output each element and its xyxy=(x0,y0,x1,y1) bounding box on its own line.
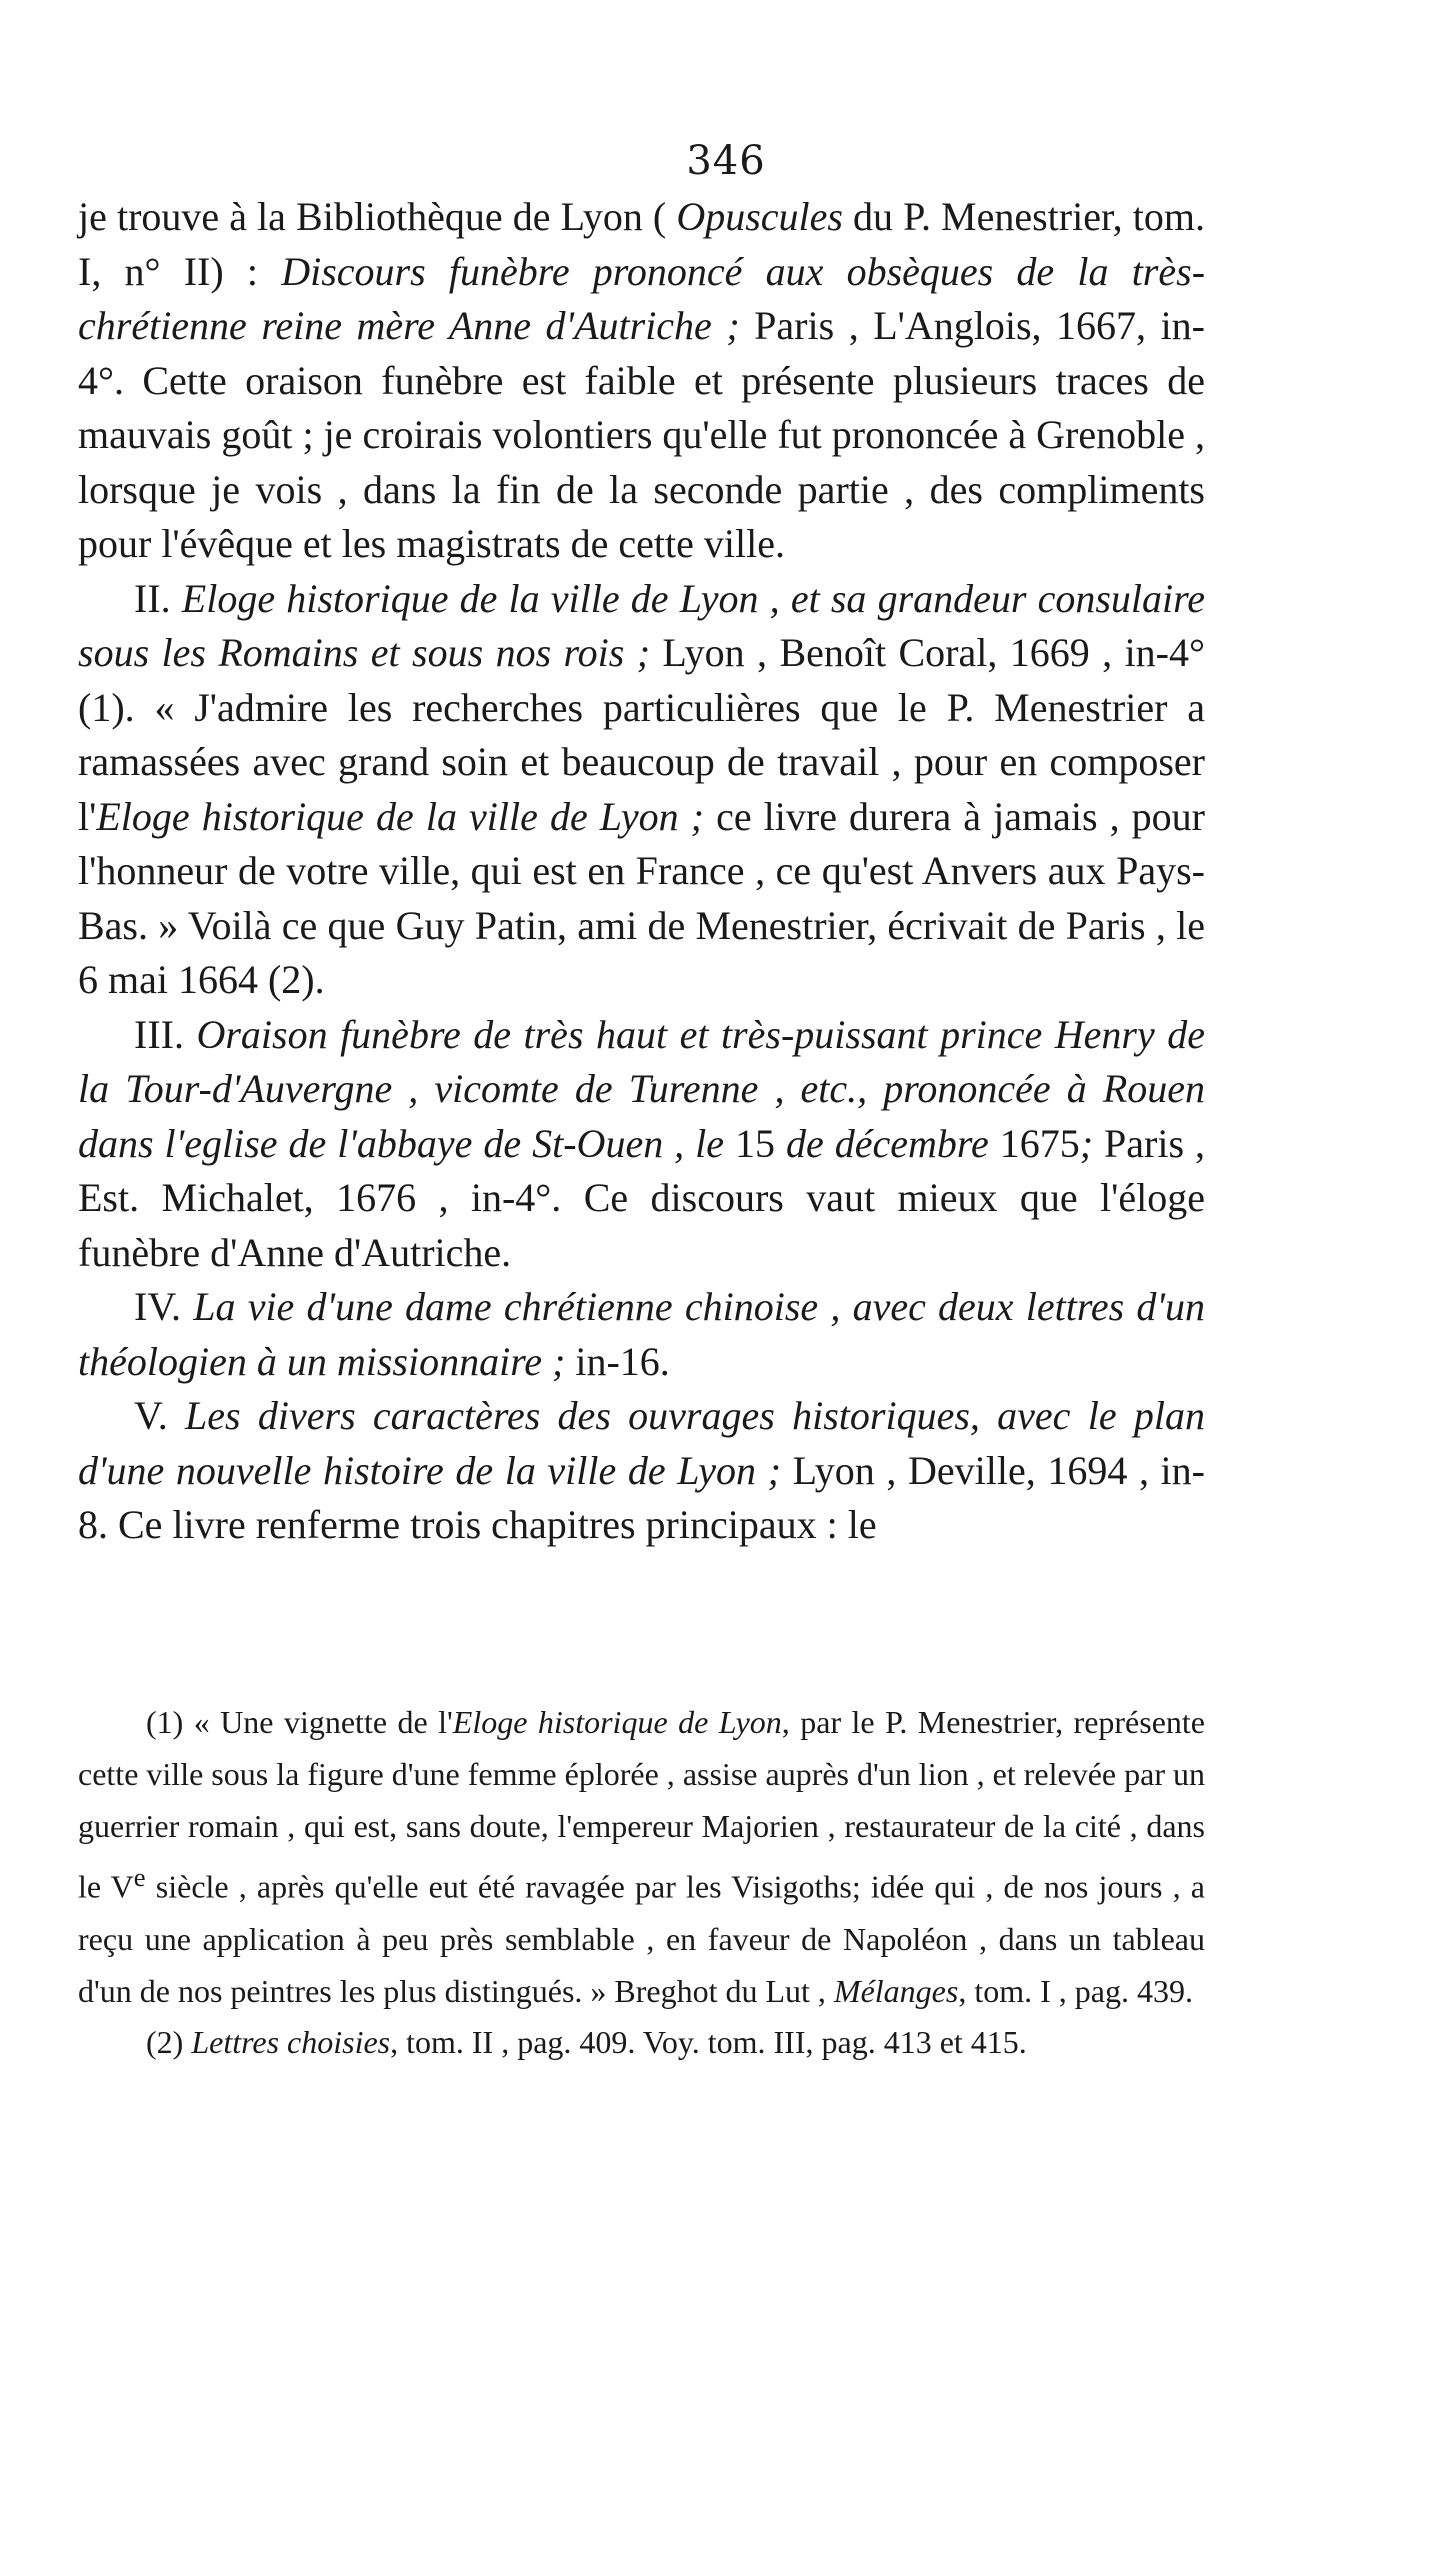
italic-run: Discours funèbre prononcé aux obsèques de la très-chrétienne reine mère Anne d'Autriche ; xyxy=(78,248,1206,348)
paragraph-item-v xyxy=(78,1389,1205,1553)
italic-run: Les divers caractères des ouvrages historiques, avec le plan d'une nouvelle histoire de la ville de Lyon ; xyxy=(78,1393,1205,1493)
footnote-2 xyxy=(78,2017,1205,2069)
page-number: 346 xyxy=(686,138,766,184)
text-run: Lyon , Benoît Coral, 1669 , in-4° (1). « J'admire les recherches particulières que le P. Menestrier a ramassées avec grand soin et beaucoup de travail , pour en composer l' xyxy=(78,630,1205,839)
text-run: in-16. xyxy=(565,1338,670,1384)
italic-run: Mélanges xyxy=(833,1972,959,2009)
text-run: (1) « Une vignette de l' xyxy=(146,1704,453,1740)
text-run: 15 xyxy=(724,1120,786,1166)
footnote-1 xyxy=(78,1697,1205,2017)
italic-run: ; xyxy=(1079,1120,1094,1166)
text-run: siècle , après qu'elle eut été ravagée par les Visigoths; idée qui , de nos jours , a reçu une application à peu près semblable , en faveur de Napoléon , dans un tableau d'un de nos peintres les plus distingués. » Breghot du Lut , xyxy=(78,1869,1206,2009)
text-run: V. xyxy=(134,1393,186,1438)
text-run: 1675 xyxy=(988,1120,1080,1166)
footnotes xyxy=(78,1697,1205,2069)
text-run: Paris , Est. Michalet, 1676 , in-4°. Ce discours vaut mieux que l'éloge funèbre d'Anne d'Autriche. xyxy=(78,1120,1206,1275)
text-run: je trouve à la Bibliothèque de Lyon ( xyxy=(78,194,677,239)
main-text xyxy=(78,190,1205,1553)
text-run: III. xyxy=(134,1011,197,1057)
text-run: IV. xyxy=(134,1284,194,1329)
text-run: ce livre durera à jamais , pour l'honneur de votre ville, qui est en France , ce qu'est Anvers aux Pays-Bas. » Voilà ce que Guy Patin, ami de Menestrier, écrivait de Paris , le 6 mai 1664 (2). xyxy=(78,793,1205,1002)
text-run: II. xyxy=(134,575,182,621)
italic-run: Opuscules xyxy=(676,194,843,239)
italic-run: Eloge historique de la ville de Lyon , et sa grandeur consulaire sous les Romains et sous nos rois ; xyxy=(78,575,1205,675)
italic-run: Eloge historique de la ville de Lyon ; xyxy=(96,793,704,839)
text-run: Lyon , Deville, 1694 , in-8. Ce livre renferme trois chapitres principaux : le xyxy=(78,1447,1205,1547)
superscript-run: e xyxy=(133,1862,146,1893)
paragraph-item-ii xyxy=(78,572,1205,1008)
text-run: , tom. II , pag. 409. Voy. tom. III, pag. 413 et 415. xyxy=(390,2024,1027,2061)
italic-run: Eloge historique de Lyon xyxy=(452,1704,782,1740)
italic-run: La vie d'une dame chrétienne chinoise , avec deux lettres d'un théologien à un missionnaire ; xyxy=(78,1284,1205,1384)
paragraph-item-iv xyxy=(78,1280,1205,1389)
text-run: , tom. I , pag. 439. xyxy=(958,1972,1193,2009)
text-run: (2) xyxy=(146,2024,192,2061)
italic-run: Oraison funèbre de très haut et très-puissant prince Henry de la Tour-d'Auvergne , vicomte de Turenne , etc., prononcée à Rouen dans l'eglise de l'abbaye de St-Ouen , le xyxy=(78,1011,1205,1166)
italic-run: de décembre xyxy=(786,1120,989,1166)
italic-run: Lettres choisies xyxy=(191,2024,391,2061)
text-run: du P. Menestrier, tom. I, n° II) : xyxy=(78,194,1205,294)
text-run: , par le P. Menestrier, représente cette ville sous la figure d'une femme éplorée , assise auprès d'un lion , et relevée par un guerrier romain , qui est, sans doute, l'empereur Majorien , restaurateur de la cité , dans le V xyxy=(78,1704,1206,1906)
paragraph-item-iii xyxy=(78,1008,1205,1281)
paragraph-intro xyxy=(78,190,1205,572)
text-run: Paris , L'Anglois, 1667, in-4°. Cette oraison funèbre est faible et présente plusieurs traces de mauvais goût ; je croirais volontiers qu'elle fut prononcée à Grenoble , lorsque je vois , dans la fin de la seconde partie , des compliments pour l'évêque et les magistrats de cette ville. xyxy=(78,303,1205,566)
